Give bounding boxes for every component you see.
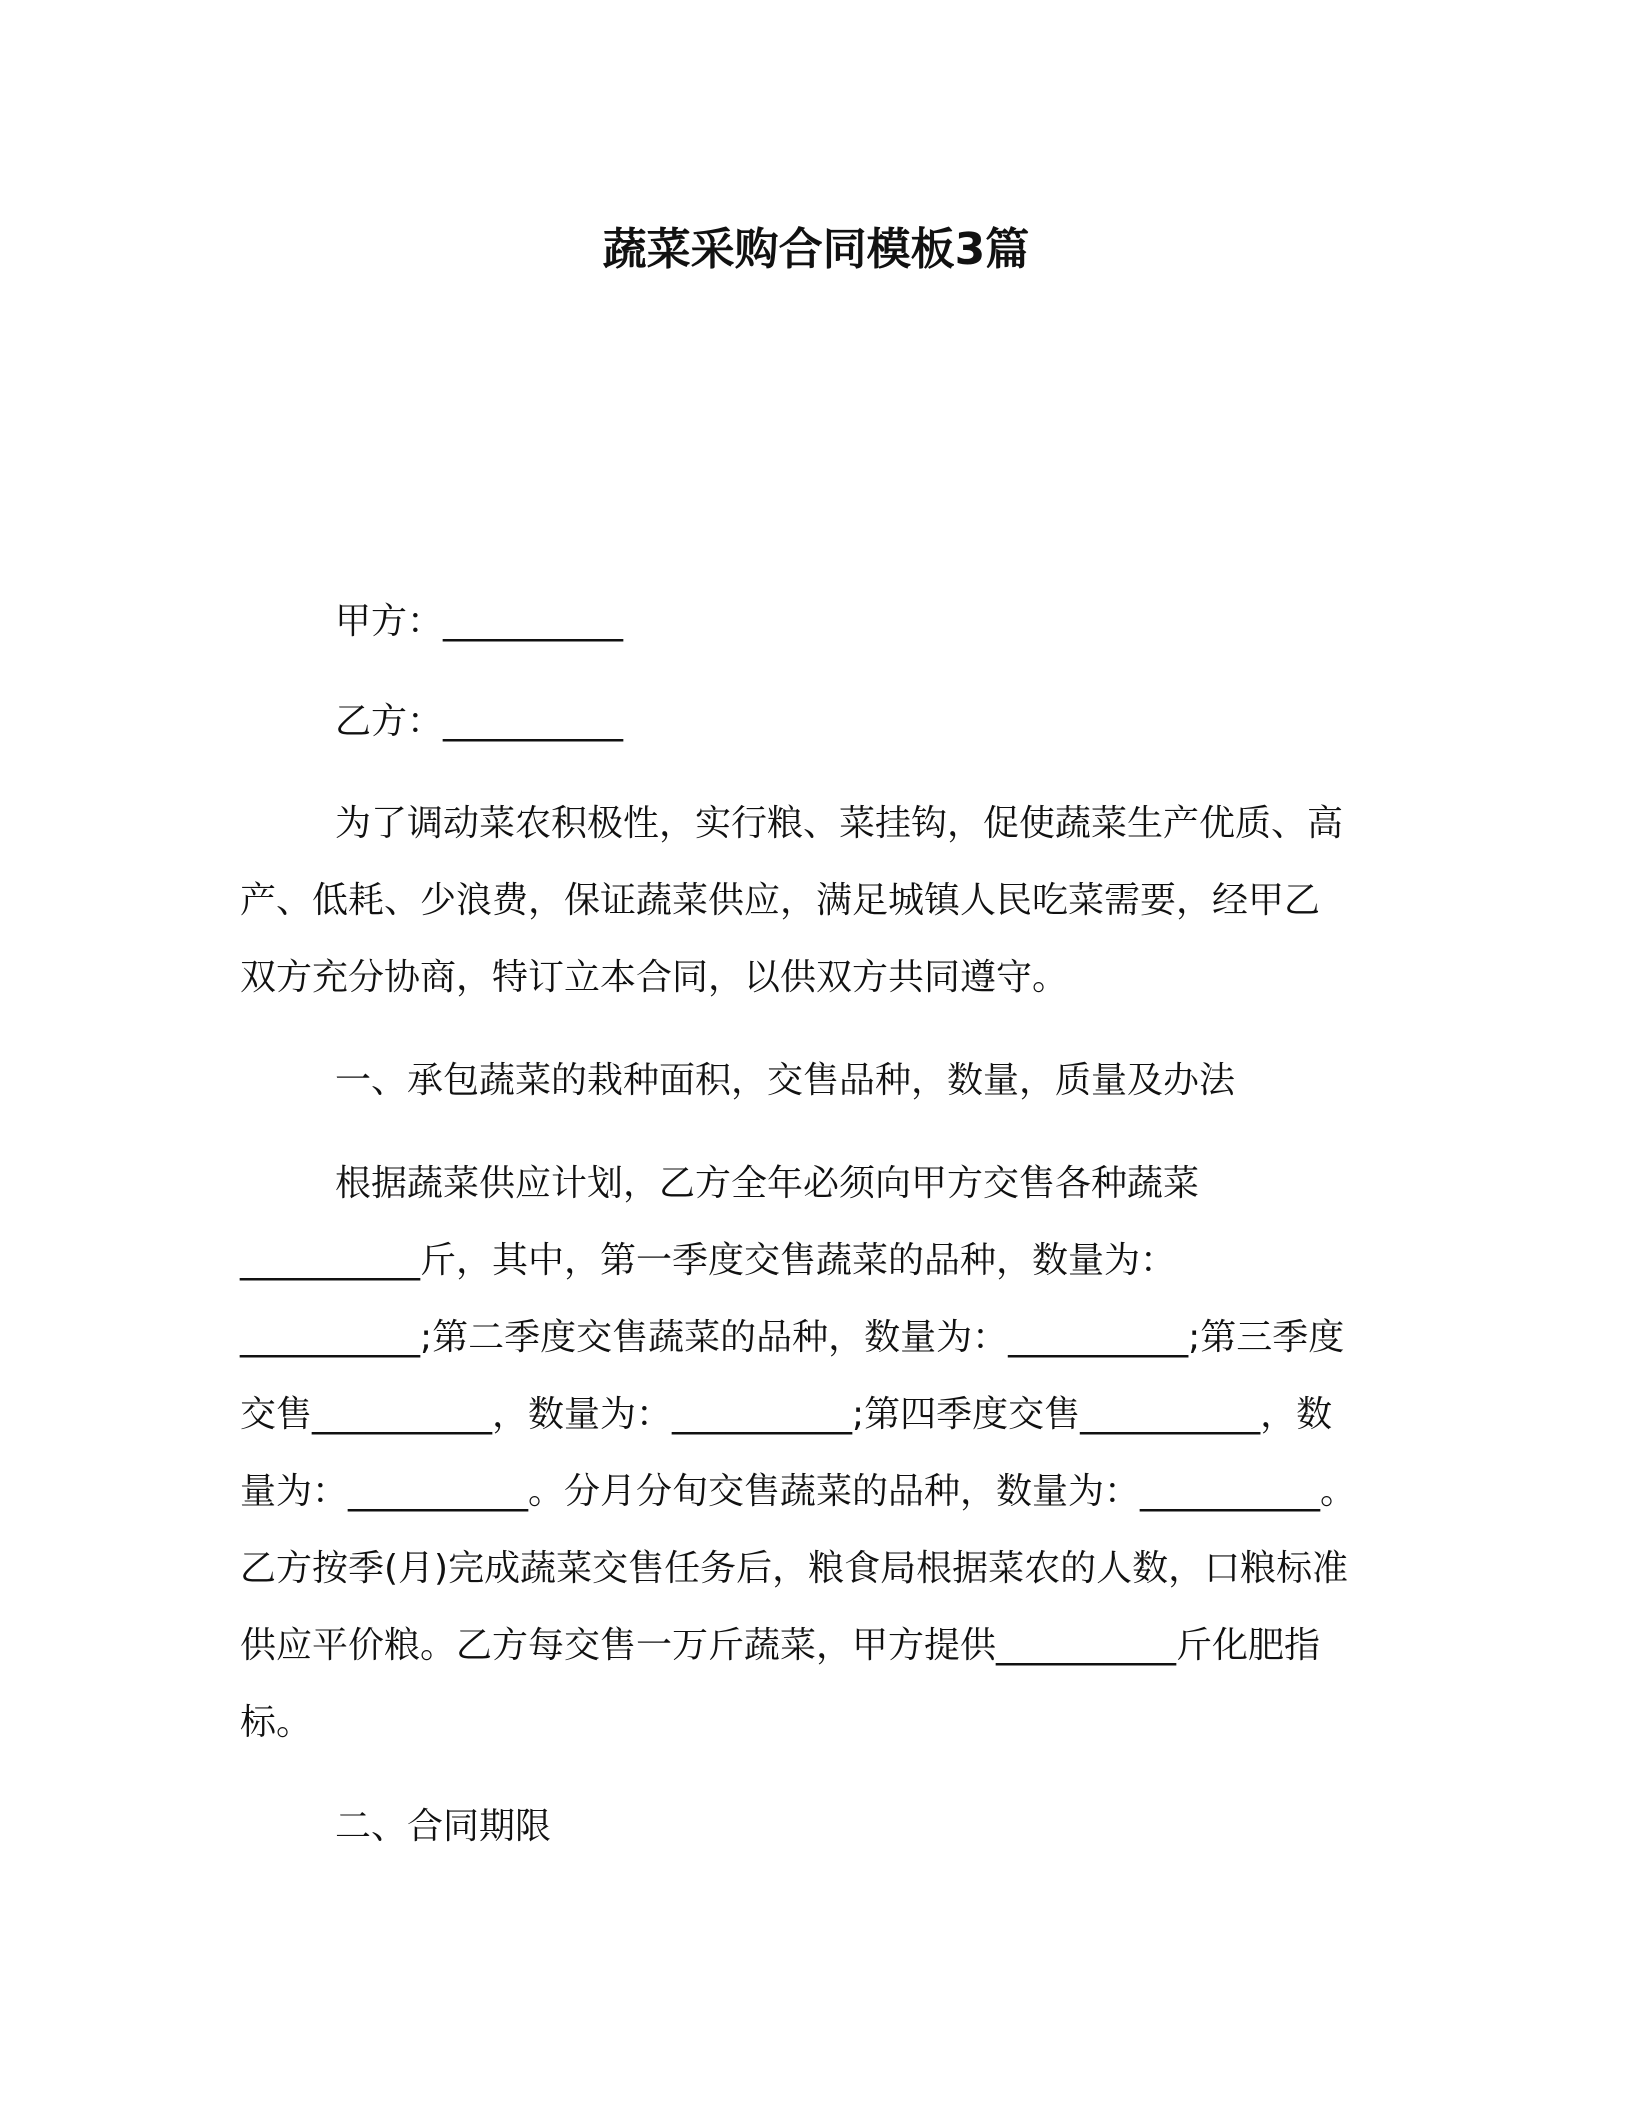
section-1-line-4: 交售__________，数量为：__________;第四季度交售__________，数	[240, 1394, 1333, 1435]
section-1-line-6: 乙方按季(月)完成蔬菜交售任务后，粮食局根据菜农的人数，口粮标准	[240, 1548, 1349, 1589]
party-b-line: 乙方：__________	[335, 701, 624, 742]
section-2-heading: 二、合同期限	[335, 1806, 552, 1847]
section-1-line-5: 量为：__________。分月分旬交售蔬菜的品种，数量为：__________。	[240, 1471, 1357, 1512]
section-1-line-2: __________斤，其中，第一季度交售蔬菜的品种，数量为：	[240, 1240, 1177, 1281]
document-title: 蔬菜采购合同模板3篇	[602, 224, 1030, 275]
section-1-line-8: 标。	[240, 1702, 313, 1743]
party-a-line: 甲方：__________	[335, 601, 624, 642]
intro-line-3: 双方充分协商，特订立本合同，以供双方共同遵守。	[240, 957, 1069, 998]
intro-line-2: 产、低耗、少浪费，保证蔬菜供应，满足城镇人民吃菜需要，经甲乙	[240, 880, 1321, 921]
section-1-line-1: 根据蔬菜供应计划，乙方全年必须向甲方交售各种蔬菜	[335, 1163, 1200, 1204]
section-1-line-3: __________;第二季度交售蔬菜的品种，数量为：__________;第三季度	[240, 1317, 1345, 1358]
section-1-heading: 一、承包蔬菜的栽种面积，交售品种，数量，质量及办法	[335, 1060, 1236, 1101]
section-1-line-7: 供应平价粮。乙方每交售一万斤蔬菜，甲方提供__________斤化肥指	[240, 1625, 1321, 1666]
intro-line-1: 为了调动菜农积极性，实行粮、菜挂钩，促使蔬菜生产优质、高	[335, 803, 1344, 844]
